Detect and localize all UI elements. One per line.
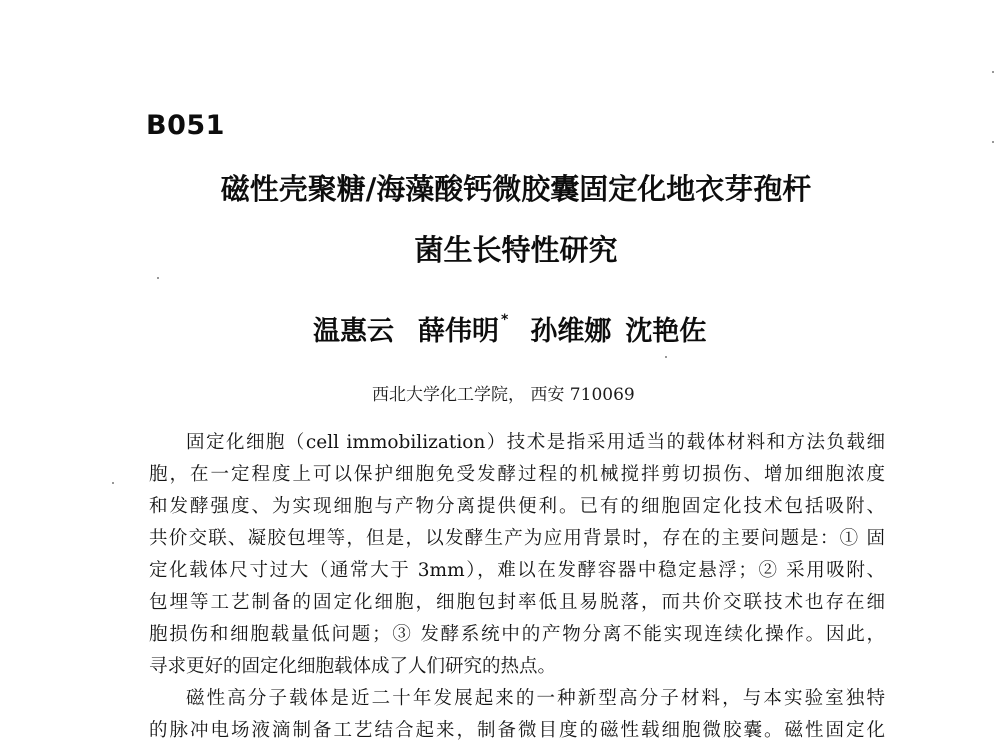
abstract-code: B051 (146, 110, 225, 141)
paragraph-line: 和发酵强度、为实现细胞与产物分离提供便利。已有的细胞固定化技术包括吸附、 (149, 496, 885, 517)
scan-speck (992, 141, 994, 143)
scan-speck (157, 277, 159, 279)
corresponding-author-mark: * (501, 312, 509, 328)
paragraph-line: 定化载体尺寸过大（通常大于 3mm），难以在发酵容器中稳定悬浮；② 采用吸附、 (149, 560, 885, 581)
author-name-text: 孙维娜 (530, 316, 612, 347)
paper-title-line-2: 菌生长特性研究 (414, 233, 618, 267)
paragraph-line: 的脉冲电场液滴制备工艺结合起来，制备微目度的磁性载细胞微胶囊。磁性固定化 (149, 720, 885, 741)
scan-speck (112, 482, 114, 484)
paragraph-line: 固定化细胞（cell immobilization）技术是指采用适当的载体材料和方法负载细 (186, 432, 885, 453)
paper-title-line-1: 磁性壳聚糖/海藻酸钙微胶囊固定化地衣芽孢杆 (220, 172, 812, 206)
author-name (418, 309, 508, 348)
paragraph-line: 寻求更好的固定化细胞载体成了人们研究的热点。 (149, 656, 557, 677)
author-name-text: 沈艳佐 (625, 316, 707, 347)
paragraph-line: 胞损伤和细胞载量低问题；③ 发酵系统中的产物分离不能实现连续化操作。因此， (149, 624, 885, 645)
author-name-text: 薛伟明 (418, 316, 499, 347)
author-name-text: 温惠云 (313, 316, 394, 347)
paragraph-line: 胞，在一定程度上可以保护细胞免受发酵过程的机械搅拌剪切损伤、增加细胞浓度 (149, 464, 885, 485)
affiliation: 西北大学化工学院， 西安 710069 (372, 385, 635, 405)
paragraph-line: 磁性高分子载体是近二十年发展起来的一种新型高分子材料，与本实验室独特 (186, 688, 885, 709)
author-list (313, 309, 708, 348)
paragraph-line: 包埋等工艺制备的固定化细胞，细胞包封率低且易脱落，而共价交联技术也存在细 (149, 592, 885, 613)
scan-speck (992, 71, 994, 73)
scan-speck (665, 356, 667, 358)
author-name (625, 309, 708, 348)
abstract-body (149, 427, 885, 741)
author-name (313, 309, 396, 348)
author-name (530, 309, 613, 348)
paragraph-line: 共价交联、凝胶包埋等，但是，以发酵生产为应用背景时，存在的主要问题是：① 固 (149, 528, 885, 549)
